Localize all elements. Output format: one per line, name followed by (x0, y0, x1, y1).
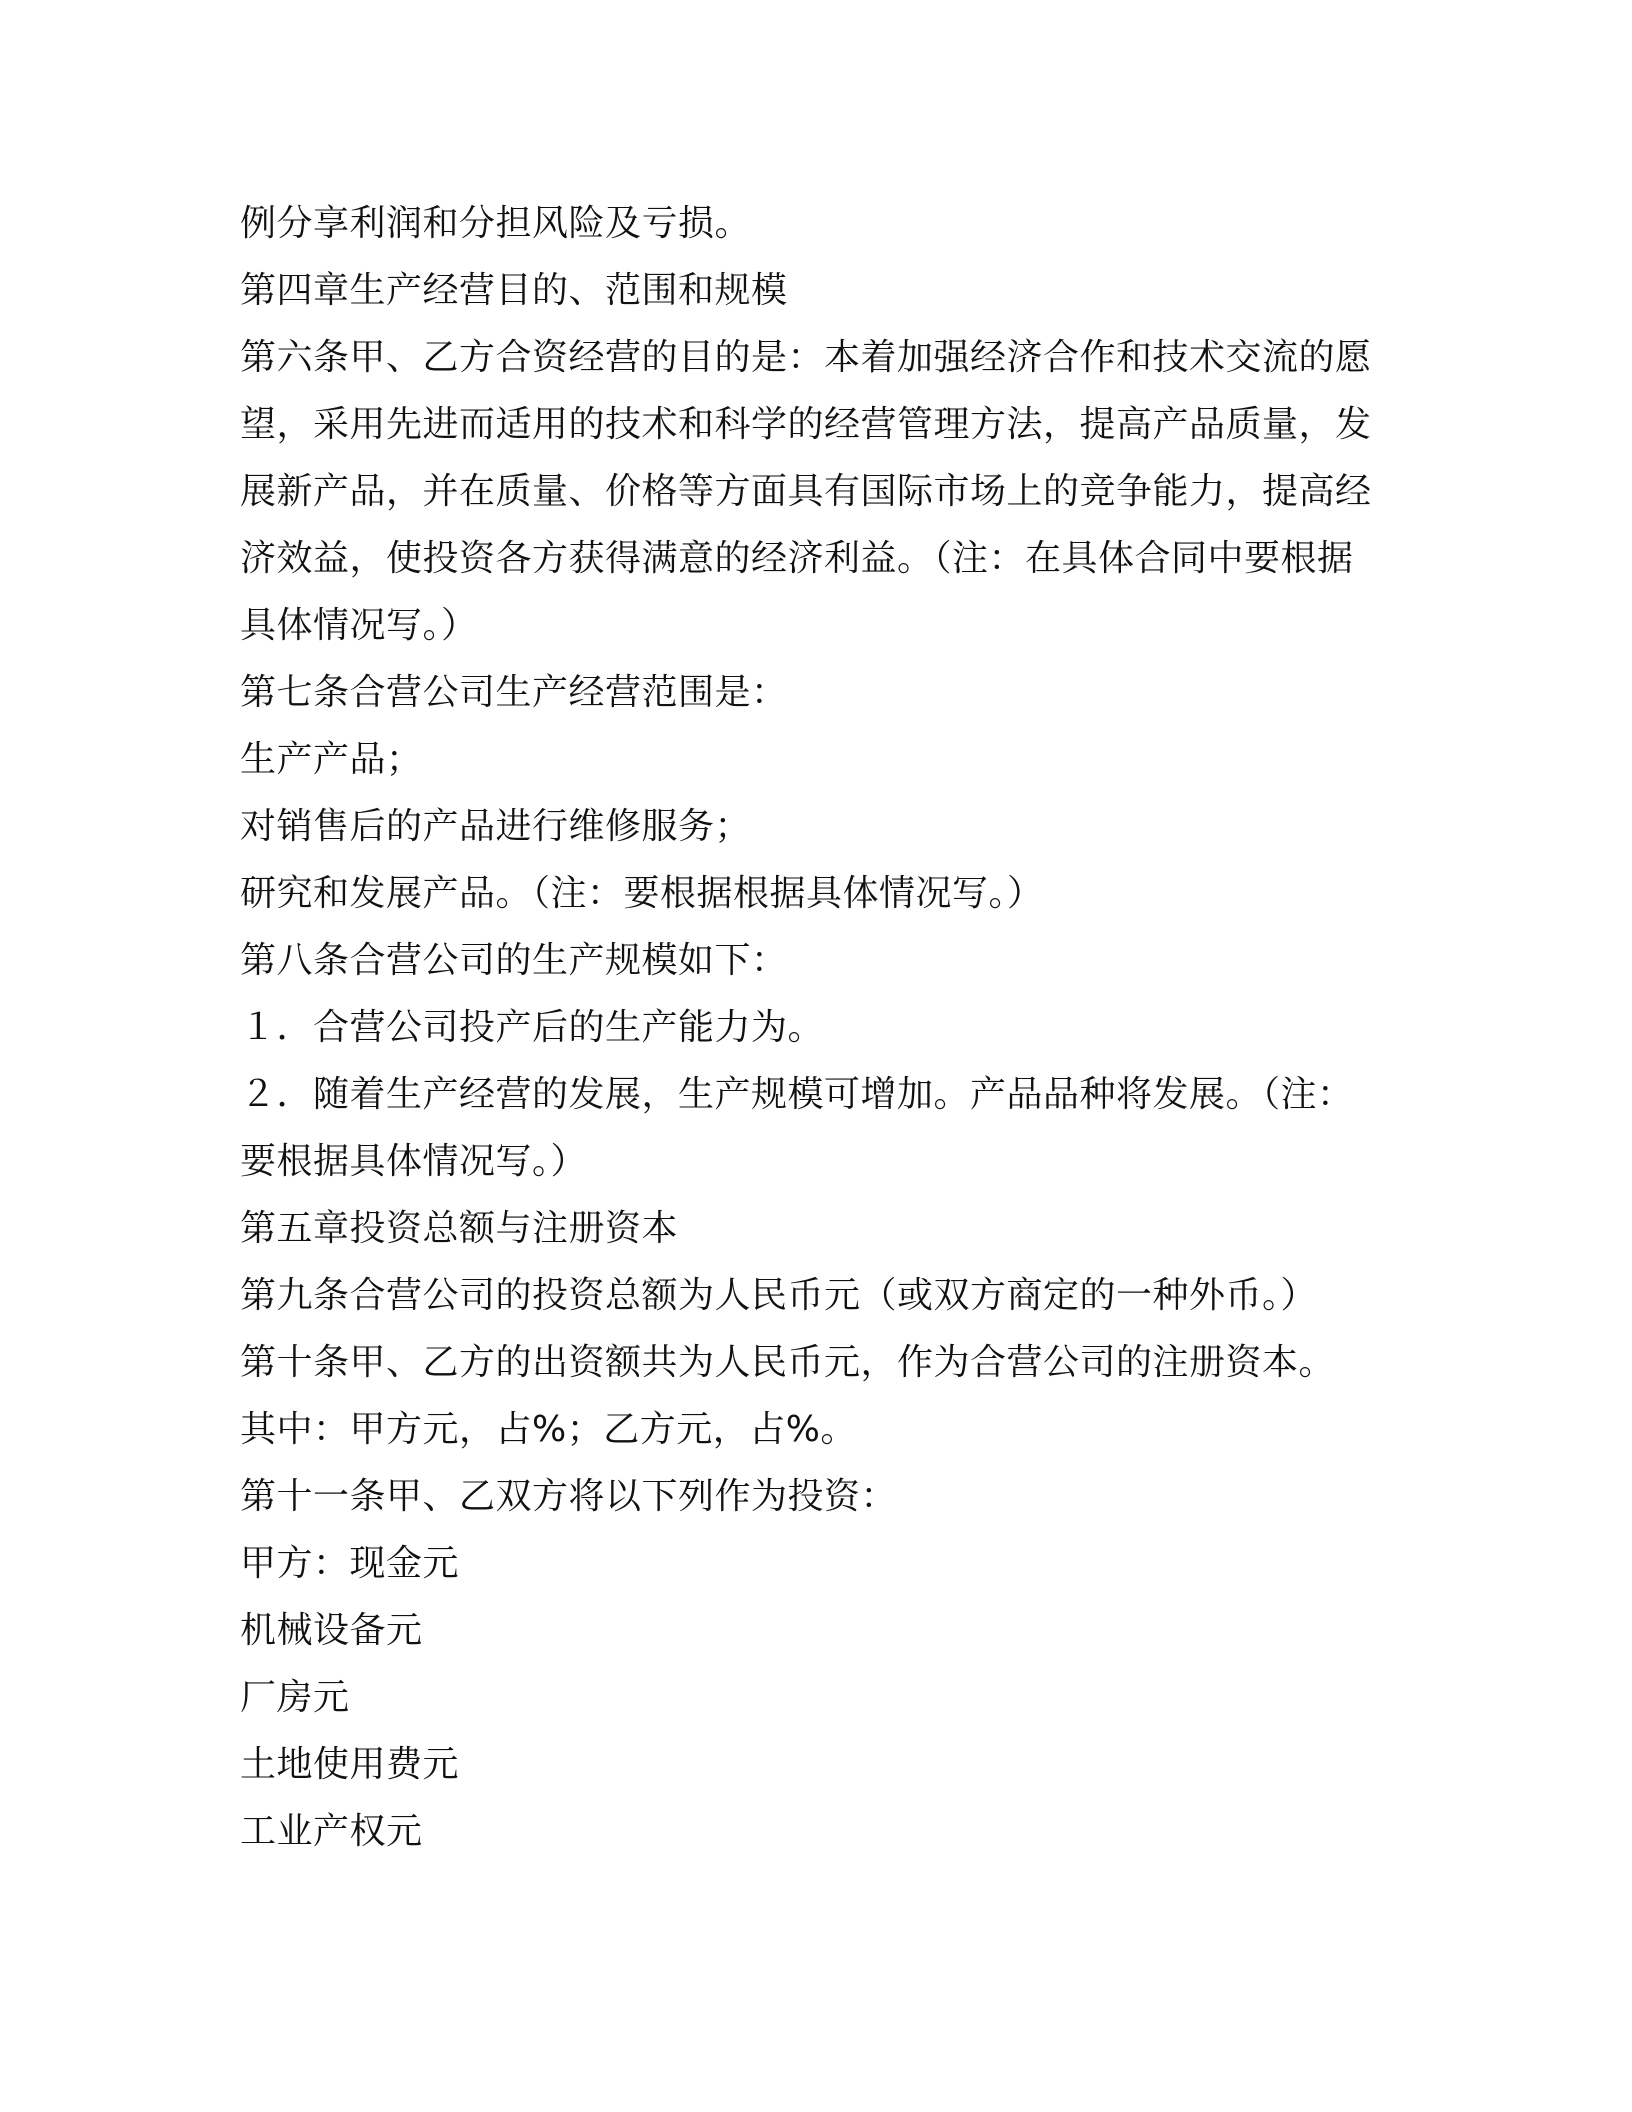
paragraph-line: 济效益，使投资各方获得满意的经济利益。（注：在具体合同中要根据 (240, 538, 1354, 579)
document-body (240, 190, 1390, 1865)
paragraph-line: 具体情况写。） (240, 605, 478, 646)
paragraph-line: 展新产品，并在质量、价格等方面具有国际市场上的竞争能力，提高经 (240, 471, 1372, 512)
paragraph-line: 生产产品； (240, 739, 423, 780)
chapter-heading: 第四章生产经营目的、范围和规模 (240, 270, 788, 311)
paragraph-line: 第六条甲、乙方合资经营的目的是：本着加强经济合作和技术交流的愿 (240, 337, 1372, 378)
list-item: 甲方：现金元 (240, 1543, 460, 1584)
paragraph-line: 例分享利润和分担风险及亏损。 (240, 203, 752, 244)
paragraph-line: 第八条合营公司的生产规模如下： (240, 940, 788, 981)
numbered-item: ２．随着生产经营的发展，生产规模可增加。产品品种将发展。（注： (240, 1074, 1354, 1115)
list-item: 厂房元 (240, 1677, 350, 1718)
numbered-item: １．合营公司投产后的生产能力为。 (240, 1007, 825, 1048)
paragraph-line: 要根据具体情况写。） (240, 1141, 588, 1182)
paragraph-line: 第十一条甲、乙双方将以下列作为投资： (240, 1476, 898, 1517)
chapter-heading: 第五章投资总额与注册资本 (240, 1208, 679, 1249)
paragraph-line: 望，采用先进而适用的技术和科学的经营管理方法，提高产品质量，发 (240, 404, 1372, 445)
paragraph-line: 对销售后的产品进行维修服务； (240, 806, 752, 847)
paragraph-line: 第九条合营公司的投资总额为人民币元（或双方商定的一种外币。） (240, 1275, 1318, 1316)
paragraph-line: 第十条甲、乙方的出资额共为人民币元，作为合营公司的注册资本。 (240, 1342, 1336, 1383)
paragraph-line: 其中：甲方元，占%；乙方元，占%。 (240, 1409, 857, 1450)
list-item: 机械设备元 (240, 1610, 423, 1651)
list-item: 工业产权元 (240, 1811, 423, 1852)
paragraph-line: 研究和发展产品。（注：要根据根据具体情况写。） (240, 873, 1044, 914)
list-item: 土地使用费元 (240, 1744, 460, 1785)
paragraph-line: 第七条合营公司生产经营范围是： (240, 672, 788, 713)
